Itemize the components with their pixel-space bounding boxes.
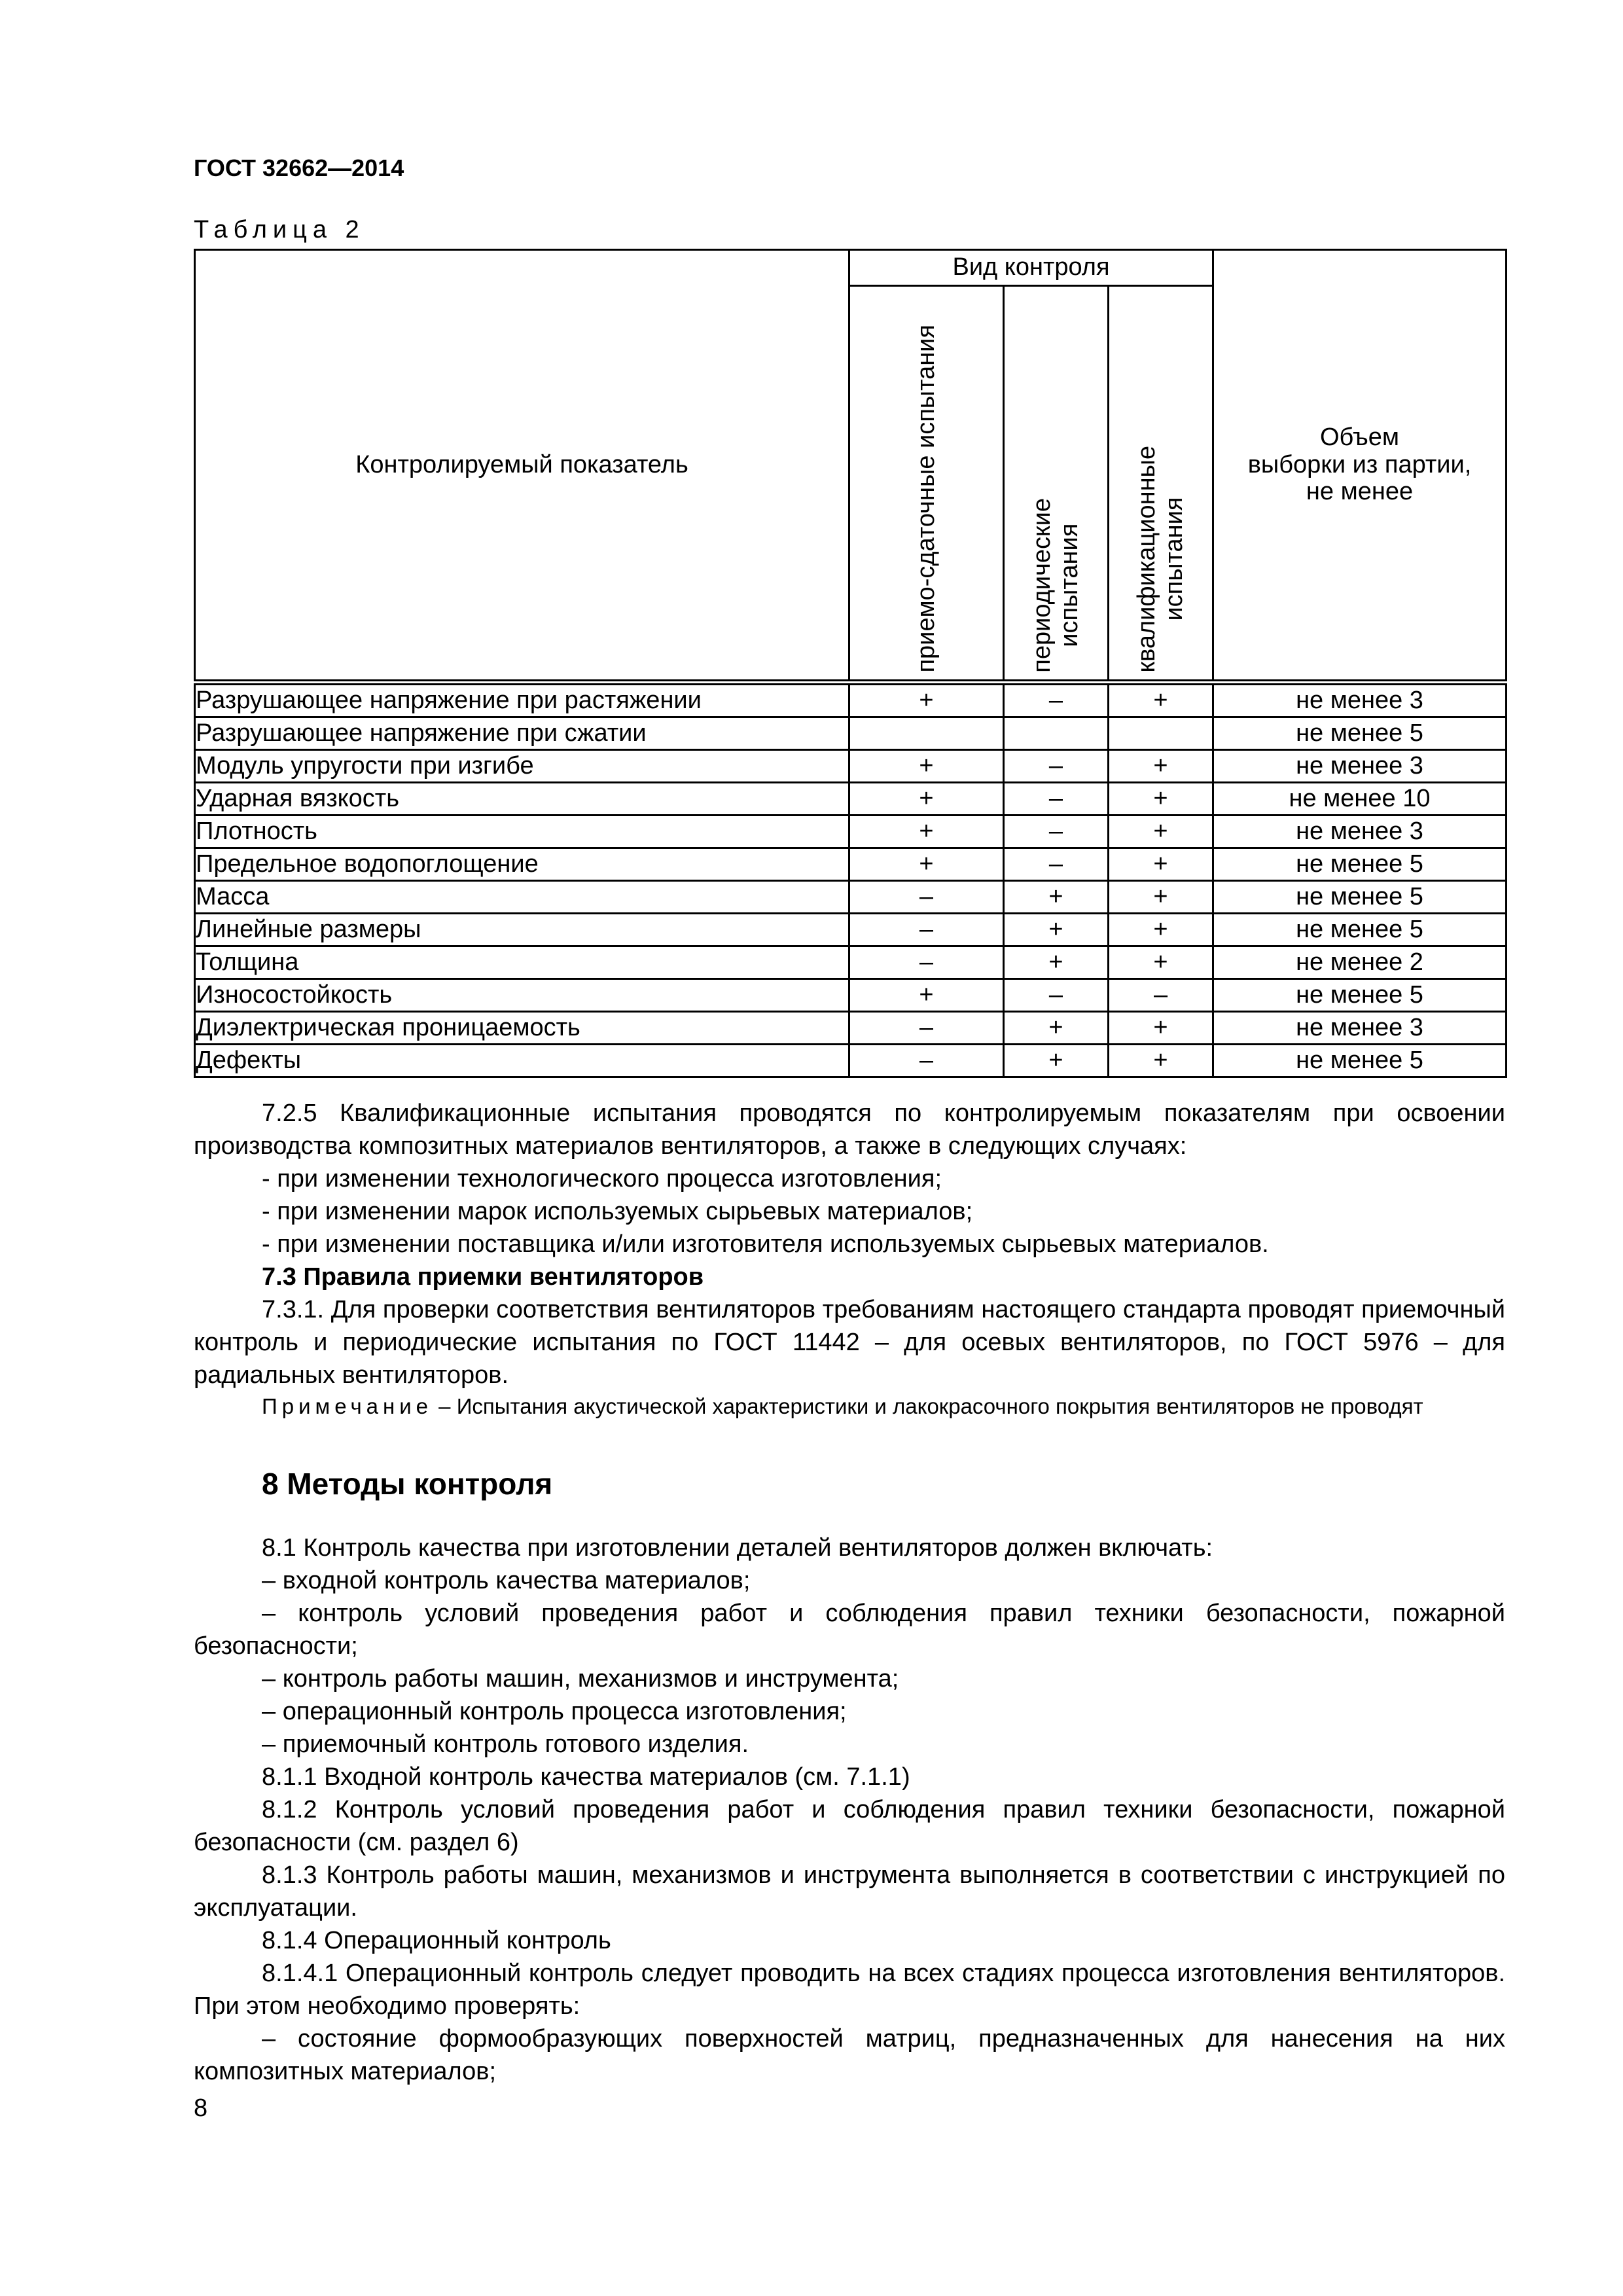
table-row [195, 979, 1507, 1012]
header-volume-text: Объем выборки из партии, не менее [1247, 423, 1472, 506]
table-row [195, 1012, 1507, 1045]
paragraph-8-1: 8.1 Контроль качества при изготовлении деталей вентиляторов должен включать: [262, 1534, 1213, 1562]
table-row [195, 848, 1507, 881]
paragraph-8-1-1: 8.1.1 Входной контроль качества материалов (см. 7.1.1) [262, 1763, 910, 1791]
row-periodic-value: – [1004, 848, 1109, 881]
row-acceptance-value: + [849, 783, 1004, 816]
row-volume-value: не менее 5 [1213, 717, 1507, 750]
row-acceptance-value: – [849, 914, 1004, 946]
row-parameter-name: Масса [195, 881, 849, 914]
row-periodic-value: – [1004, 979, 1109, 1012]
header-acceptance-tests [849, 286, 1004, 683]
row-parameter-name: Разрушающее напряжение при сжатии [195, 717, 849, 750]
row-volume-value: не менее 3 [1213, 683, 1507, 717]
row-parameter-name: Ударная вязкость [195, 783, 849, 816]
row-volume-value: не менее 5 [1213, 1045, 1507, 1077]
list-item: – приемочный контроль готового изделия. [262, 1731, 749, 1758]
list-item: - при изменении поставщика и/или изготовителя используемых сырьевых материалов. [262, 1230, 1269, 1258]
row-qualification-value: + [1109, 946, 1213, 979]
row-periodic-value: + [1004, 881, 1109, 914]
table-row [195, 881, 1507, 914]
table-row [195, 750, 1507, 783]
row-volume-value: не менее 5 [1213, 848, 1507, 881]
row-acceptance-value: + [849, 979, 1004, 1012]
row-periodic-value: + [1004, 946, 1109, 979]
document-code: ГОСТ 32662—2014 [194, 154, 404, 181]
row-volume-value: не менее 2 [1213, 946, 1507, 979]
row-qualification-value: + [1109, 816, 1213, 848]
row-parameter-name: Плотность [195, 816, 849, 848]
row-volume-value: не менее 5 [1213, 881, 1507, 914]
row-qualification-value: – [1109, 979, 1213, 1012]
list-item: – контроль условий проведения работ и соблюдения правил техники безопасности, пожарной безопасности; [194, 1600, 1505, 1660]
header-periodic-tests-text: периодические испытания [1027, 498, 1083, 673]
list-item: – состояние формообразующих поверхностей матриц, предназначенных для нанесения на них композитных материалов; [194, 2025, 1505, 2085]
section-title: 8 Методы контроля [262, 1467, 553, 1501]
row-acceptance-value: – [849, 1045, 1004, 1077]
row-parameter-name: Износостойкость [195, 979, 849, 1012]
row-acceptance-value: + [849, 848, 1004, 881]
row-periodic-value: – [1004, 750, 1109, 783]
paragraph-7-2-5: 7.2.5 Квалификационные испытания проводятся по контролируемым показателям при освоении производства композитных материалов вентиляторов, а также в следующих случаях: [194, 1100, 1505, 1160]
table-row [195, 683, 1507, 717]
table-row [195, 1045, 1507, 1077]
table-row [195, 946, 1507, 979]
paragraph-7-3-1: 7.3.1. Для проверки соответствия вентиляторов требованиям настоящего стандарта проводят приемочный контроль и периодические испытания по ГОСТ 11442 – для осевых вентиляторов, по ГОСТ 5976 – для радиальных вентиляторов. [194, 1296, 1505, 1389]
row-volume-value: не менее 5 [1213, 979, 1507, 1012]
row-acceptance-value: + [849, 816, 1004, 848]
control-table [194, 249, 1507, 1078]
text-block-8 [194, 1532, 1505, 2088]
note-label: Примечание [262, 1394, 433, 1418]
list-item: - при изменении технологического процесса изготовления; [262, 1165, 942, 1193]
header-parameter: Контролируемый показатель [195, 250, 849, 683]
row-qualification-value [1109, 717, 1213, 750]
row-periodic-value: + [1004, 1045, 1109, 1077]
row-parameter-name: Разрушающее напряжение при растяжении [195, 683, 849, 717]
row-volume-value: не менее 3 [1213, 1012, 1507, 1045]
row-qualification-value: + [1109, 1045, 1213, 1077]
row-periodic-value: – [1004, 783, 1109, 816]
paragraph-8-1-4: 8.1.4 Операционный контроль [262, 1927, 611, 1954]
list-item: – входной контроль качества материалов; [262, 1567, 751, 1594]
row-acceptance-value: – [849, 881, 1004, 914]
row-volume-value: не менее 10 [1213, 783, 1507, 816]
row-parameter-name: Толщина [195, 946, 849, 979]
row-qualification-value: + [1109, 683, 1213, 717]
row-volume-value: не менее 5 [1213, 914, 1507, 946]
row-periodic-value: – [1004, 816, 1109, 848]
list-item: - при изменении марок используемых сырьевых материалов; [262, 1198, 973, 1225]
row-qualification-value: + [1109, 848, 1213, 881]
row-acceptance-value: + [849, 683, 1004, 717]
table-caption: Таблица 2 [194, 216, 365, 243]
table-row [195, 914, 1507, 946]
text-block-7 [194, 1097, 1505, 1422]
table-row [195, 816, 1507, 848]
row-periodic-value [1004, 717, 1109, 750]
row-acceptance-value: – [849, 946, 1004, 979]
row-parameter-name: Линейные размеры [195, 914, 849, 946]
row-periodic-value: + [1004, 1012, 1109, 1045]
row-qualification-value: + [1109, 1012, 1213, 1045]
row-volume-value: не менее 3 [1213, 816, 1507, 848]
header-control-type: Вид контроля [849, 250, 1213, 286]
table-row [195, 783, 1507, 816]
list-item: – контроль работы машин, механизмов и инструмента; [262, 1665, 899, 1693]
table-body [195, 683, 1507, 1077]
paragraph-8-1-4-1: 8.1.4.1 Операционный контроль следует проводить на всех стадиях процесса изготовления вентиляторов. При этом необходимо проверять: [194, 1960, 1505, 2020]
note-text: – Испытания акустической характеристики и лакокрасочного покрытия вентиляторов не проводят [433, 1394, 1423, 1418]
row-parameter-name: Модуль упругости при изгибе [195, 750, 849, 783]
row-parameter-name: Диэлектрическая проницаемость [195, 1012, 849, 1045]
row-qualification-value: + [1109, 783, 1213, 816]
list-item: – операционный контроль процесса изготовления; [262, 1698, 847, 1725]
row-acceptance-value: – [849, 1012, 1004, 1045]
row-periodic-value: + [1004, 914, 1109, 946]
row-qualification-value: + [1109, 914, 1213, 946]
page-number: 8 [194, 2094, 208, 2122]
row-parameter-name: Предельное водопоглощение [195, 848, 849, 881]
row-volume-value: не менее 3 [1213, 750, 1507, 783]
row-parameter-name: Дефекты [195, 1045, 849, 1077]
subsection-heading-7-3: 7.3 Правила приемки вентиляторов [262, 1263, 704, 1291]
header-qualification-tests [1109, 286, 1213, 683]
row-acceptance-value: + [849, 750, 1004, 783]
header-periodic-tests [1004, 286, 1109, 683]
row-qualification-value: + [1109, 750, 1213, 783]
row-qualification-value: + [1109, 881, 1213, 914]
header-qualification-tests-text: квалификационные испытания [1132, 446, 1188, 673]
header-volume [1213, 250, 1507, 683]
table-row [195, 717, 1507, 750]
header-acceptance-tests-text: приемо-сдаточные испытания [912, 325, 940, 673]
row-acceptance-value [849, 717, 1004, 750]
note [194, 1391, 1505, 1422]
row-periodic-value: – [1004, 683, 1109, 717]
paragraph-8-1-2: 8.1.2 Контроль условий проведения работ и соблюдения правил техники безопасности, пожарной безопасности (см. раздел 6) [194, 1796, 1505, 1856]
paragraph-8-1-3: 8.1.3 Контроль работы машин, механизмов и инструмента выполняется в соответствии с инструкцией по эксплуатации. [194, 1861, 1505, 1922]
